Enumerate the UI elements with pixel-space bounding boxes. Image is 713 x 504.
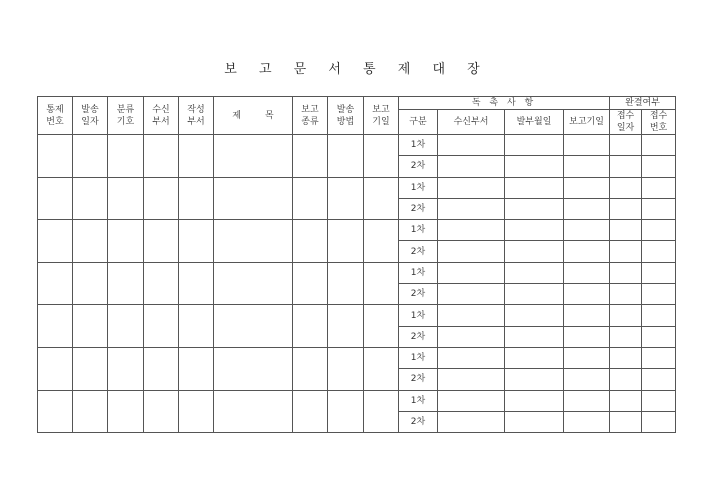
ledger-cell xyxy=(328,262,364,305)
ledger-cell xyxy=(179,347,214,390)
ledger-cell xyxy=(108,177,144,220)
ledger-cell xyxy=(438,347,505,368)
header-report-type: 보고 종류 xyxy=(293,97,328,135)
ledger-cell xyxy=(438,369,505,390)
ledger-cell xyxy=(505,241,564,262)
ledger-cell xyxy=(144,135,179,178)
ledger-cell xyxy=(564,135,610,156)
ledger-cell xyxy=(610,369,642,390)
ledger-cell xyxy=(438,411,505,432)
ledger-cell xyxy=(108,220,144,263)
header-stage: 구분 xyxy=(399,110,438,135)
stage-cell: 1차 xyxy=(399,262,438,283)
ledger-cell xyxy=(564,390,610,411)
ledger-cell xyxy=(438,284,505,305)
header-report-deadline: 보고 기일 xyxy=(364,97,399,135)
report-control-ledger-table xyxy=(37,96,676,433)
ledger-cell xyxy=(642,326,676,347)
header-receipt-no: 접수 번호 xyxy=(642,110,676,135)
stage-cell: 2차 xyxy=(399,326,438,347)
header-followup-recv-dept: 수신부서 xyxy=(438,110,505,135)
ledger-cell xyxy=(144,262,179,305)
ledger-cell xyxy=(144,390,179,433)
ledger-cell xyxy=(642,305,676,326)
ledger-cell xyxy=(73,262,108,305)
ledger-cell xyxy=(364,135,399,178)
ledger-cell xyxy=(610,390,642,411)
ledger-cell xyxy=(610,241,642,262)
ledger-cell xyxy=(505,262,564,283)
stage-cell: 1차 xyxy=(399,135,438,156)
ledger-cell xyxy=(144,305,179,348)
ledger-cell xyxy=(642,198,676,219)
ledger-cell xyxy=(438,326,505,347)
ledger-cell xyxy=(293,390,328,433)
ledger-row xyxy=(38,177,676,198)
header-author-dept: 작성 부서 xyxy=(179,97,214,135)
ledger-cell xyxy=(642,220,676,241)
stage-cell: 1차 xyxy=(399,177,438,198)
ledger-cell xyxy=(144,347,179,390)
ledger-cell xyxy=(328,220,364,263)
ledger-cell xyxy=(438,177,505,198)
ledger-cell xyxy=(179,177,214,220)
stage-cell: 2차 xyxy=(399,156,438,177)
ledger-cell xyxy=(179,220,214,263)
ledger-cell xyxy=(564,262,610,283)
ledger-row xyxy=(38,347,676,368)
ledger-cell xyxy=(364,347,399,390)
ledger-cell xyxy=(108,305,144,348)
ledger-cell xyxy=(293,177,328,220)
ledger-cell xyxy=(564,198,610,219)
ledger-cell xyxy=(364,262,399,305)
ledger-cell xyxy=(214,177,293,220)
ledger-cell xyxy=(642,347,676,368)
ledger-cell xyxy=(38,135,73,178)
ledger-cell xyxy=(73,305,108,348)
header-issue-date: 발부월일 xyxy=(505,110,564,135)
ledger-cell xyxy=(364,305,399,348)
ledger-cell xyxy=(642,411,676,432)
ledger-cell xyxy=(214,262,293,305)
ledger-cell xyxy=(642,284,676,305)
ledger-cell xyxy=(293,262,328,305)
header-closure: 완결여부 xyxy=(610,97,676,110)
header-subject: 제 목 xyxy=(214,97,293,135)
ledger-cell xyxy=(364,220,399,263)
ledger-cell xyxy=(505,198,564,219)
ledger-cell xyxy=(564,326,610,347)
ledger-cell xyxy=(610,220,642,241)
ledger-cell xyxy=(38,347,73,390)
ledger-cell xyxy=(505,220,564,241)
stage-cell: 2차 xyxy=(399,198,438,219)
ledger-cell xyxy=(505,347,564,368)
ledger-cell xyxy=(505,156,564,177)
ledger-cell xyxy=(73,177,108,220)
stage-cell: 1차 xyxy=(399,390,438,411)
ledger-cell xyxy=(564,220,610,241)
stage-cell: 2차 xyxy=(399,241,438,262)
ledger-cell xyxy=(179,135,214,178)
stage-cell: 2차 xyxy=(399,411,438,432)
ledger-cell xyxy=(214,135,293,178)
ledger-cell xyxy=(328,347,364,390)
stage-cell: 1차 xyxy=(399,305,438,326)
ledger-cell xyxy=(505,326,564,347)
ledger-cell xyxy=(642,241,676,262)
ledger-cell xyxy=(505,177,564,198)
header-send-method: 발송 방법 xyxy=(328,97,364,135)
ledger-cell xyxy=(564,241,610,262)
ledger-cell xyxy=(73,220,108,263)
ledger-cell xyxy=(564,305,610,326)
ledger-cell xyxy=(364,177,399,220)
ledger-cell xyxy=(73,347,108,390)
ledger-cell xyxy=(293,220,328,263)
stage-cell: 1차 xyxy=(399,220,438,241)
ledger-cell xyxy=(328,177,364,220)
ledger-row xyxy=(38,305,676,326)
ledger-cell xyxy=(610,411,642,432)
ledger-cell xyxy=(438,156,505,177)
stage-cell: 1차 xyxy=(399,347,438,368)
ledger-cell xyxy=(505,135,564,156)
ledger-row xyxy=(38,262,676,283)
ledger-cell xyxy=(505,369,564,390)
header-followup-deadline: 보고기일 xyxy=(564,110,610,135)
ledger-cell xyxy=(610,156,642,177)
ledger-cell xyxy=(610,262,642,283)
ledger-row xyxy=(38,220,676,241)
ledger-cell xyxy=(38,220,73,263)
ledger-cell xyxy=(328,135,364,178)
ledger-row xyxy=(38,390,676,411)
stage-cell: 2차 xyxy=(399,284,438,305)
ledger-cell xyxy=(438,262,505,283)
ledger-cell xyxy=(564,284,610,305)
ledger-cell xyxy=(505,390,564,411)
ledger-cell xyxy=(293,347,328,390)
ledger-cell xyxy=(505,411,564,432)
ledger-cell xyxy=(438,390,505,411)
ledger-cell xyxy=(293,305,328,348)
ledger-cell xyxy=(438,305,505,326)
ledger-cell xyxy=(179,305,214,348)
ledger-cell xyxy=(328,390,364,433)
page-title: 보 고 문 서 통 제 대 장 xyxy=(224,62,489,77)
ledger-cell xyxy=(610,177,642,198)
ledger-cell xyxy=(642,390,676,411)
header-class-code: 분류 기호 xyxy=(108,97,144,135)
ledger-cell xyxy=(73,135,108,178)
ledger-cell xyxy=(564,347,610,368)
ledger-cell xyxy=(564,177,610,198)
ledger-cell xyxy=(38,262,73,305)
ledger-cell xyxy=(505,305,564,326)
header-receipt-date: 접수 일자 xyxy=(610,110,642,135)
ledger-cell xyxy=(438,241,505,262)
ledger-cell xyxy=(364,390,399,433)
ledger-cell xyxy=(293,135,328,178)
header-recv-dept: 수신 부서 xyxy=(144,97,179,135)
ledger-cell xyxy=(108,347,144,390)
header-sent-date: 발송 일자 xyxy=(73,97,108,135)
ledger-cell xyxy=(438,198,505,219)
ledger-cell xyxy=(610,305,642,326)
ledger-row xyxy=(38,135,676,156)
ledger-cell xyxy=(610,135,642,156)
ledger-cell xyxy=(505,284,564,305)
ledger-cell xyxy=(610,198,642,219)
ledger-cell xyxy=(610,284,642,305)
ledger-cell xyxy=(73,390,108,433)
ledger-cell xyxy=(438,220,505,241)
ledger-cell xyxy=(144,177,179,220)
ledger-cell xyxy=(214,220,293,263)
header-follow-up: 독 촉 사 항 xyxy=(399,97,610,110)
ledger-cell xyxy=(642,369,676,390)
ledger-cell xyxy=(179,262,214,305)
ledger-cell xyxy=(214,390,293,433)
ledger-cell xyxy=(38,390,73,433)
ledger-cell xyxy=(108,135,144,178)
ledger-cell xyxy=(38,177,73,220)
ledger-cell xyxy=(564,369,610,390)
ledger-cell xyxy=(144,220,179,263)
ledger-cell xyxy=(438,135,505,156)
ledger-cell xyxy=(214,347,293,390)
ledger-cell xyxy=(610,326,642,347)
stage-cell: 2차 xyxy=(399,369,438,390)
ledger-cell xyxy=(38,305,73,348)
ledger-cell xyxy=(642,135,676,156)
ledger-cell xyxy=(564,156,610,177)
ledger-cell xyxy=(179,390,214,433)
ledger-cell xyxy=(642,262,676,283)
ledger-cell xyxy=(214,305,293,348)
ledger-cell xyxy=(642,156,676,177)
ledger-cell xyxy=(108,262,144,305)
header-control-no: 통제 번호 xyxy=(38,97,73,135)
ledger-cell xyxy=(328,305,364,348)
ledger-cell xyxy=(610,347,642,368)
ledger-cell xyxy=(642,177,676,198)
ledger-cell xyxy=(108,390,144,433)
ledger-cell xyxy=(564,411,610,432)
